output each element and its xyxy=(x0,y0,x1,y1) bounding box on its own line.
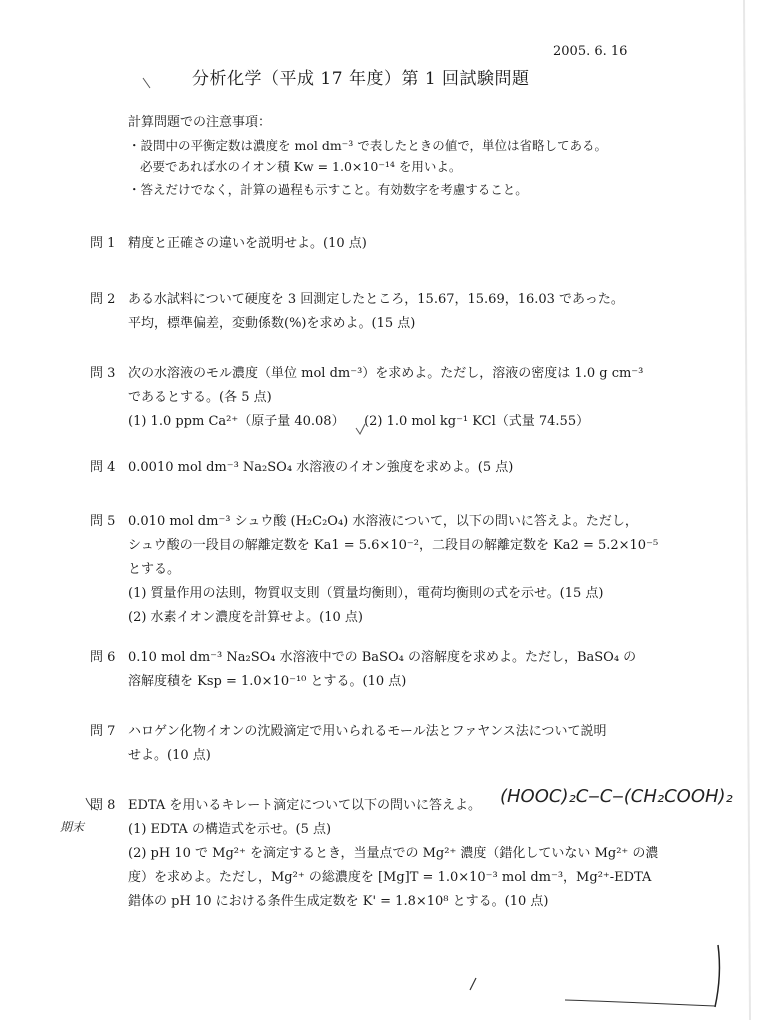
question-line: 0.010 mol dm⁻³ シュウ酸 (H₂C₂O₄) 水溶液について，以下の問いに答えよ。ただし， xyxy=(128,514,638,529)
question-line: であるとする。(各 5 点) xyxy=(128,390,272,405)
question-line: (2) 水素イオン濃度を計算せよ。(10 点) xyxy=(128,610,363,625)
handwritten-margin-note: 期末 xyxy=(60,820,85,834)
exam-title: 分析化学（平成 17 年度）第 1 回試験問題 xyxy=(192,69,530,89)
question-line: 次の水溶液のモル濃度（単位 mol dm⁻³）を求めよ。ただし，溶液の密度は 1.0 g cm⁻³ xyxy=(128,366,644,381)
question-line: EDTA を用いるキレート滴定について以下の問いに答えよ。 xyxy=(128,798,482,813)
question-line: シュウ酸の一段目の解離定数を Ka1 = 5.6×10⁻²，二段目の解離定数を Ka2 = 5.2×10⁻⁵ xyxy=(128,538,659,553)
question-number: 問 8 xyxy=(90,798,116,813)
note-line-3: ・答えだけでなく，計算の過程も示すこと。有効数字を考慮すること。 xyxy=(128,182,528,197)
question-number: 問 3 xyxy=(90,366,116,381)
question-line: 0.0010 mol dm⁻³ Na₂SO₄ 水溶液のイオン強度を求めよ。(5 点) xyxy=(128,460,514,475)
note-line-1: ・設問中の平衡定数は濃度を mol dm⁻³ で表したときの値で，単位は省略してある。 xyxy=(128,138,608,153)
question-line: とする。 xyxy=(128,562,181,577)
question-line: (1) 質量作用の法則，物質収支則（質量均衡則），電荷均衡則の式を示せ。(15 点) xyxy=(128,586,604,601)
question-line: 平均，標準偏差，変動係数(%)を求めよ。(15 点) xyxy=(128,316,416,331)
handwritten-formula: (HOOC)₂C‒C‒(CH₂COOH)₂ xyxy=(500,786,733,807)
question-line: (1) EDTA の構造式を示せ。(5 点) xyxy=(128,822,332,837)
question-line: 精度と正確さの違いを説明せよ。(10 点) xyxy=(128,236,367,251)
question-line: 度）を求めよ。ただし，Mg²⁺ の総濃度を [Mg]T = 1.0×10⁻³ mol dm⁻³，Mg²⁺-EDTA xyxy=(128,870,652,885)
question-line: せよ。(10 点) xyxy=(128,748,211,763)
question-number: 問 5 xyxy=(90,514,116,529)
question-line: 錯体の pH 10 における条件生成定数を K' = 1.8×10⁸ とする。(10 点) xyxy=(128,894,549,909)
question-number: 問 2 xyxy=(90,292,116,307)
question-number: 問 4 xyxy=(90,460,116,475)
question-line: (1) 1.0 ppm Ca²⁺（原子量 40.08） (2) 1.0 mol kg⁻¹ KCl（式量 74.55） xyxy=(128,414,590,429)
question-line: 溶解度積を Ksp = 1.0×10⁻¹⁰ とする。(10 点) xyxy=(128,674,407,689)
question-number: 問 1 xyxy=(90,236,116,251)
notes-heading: 計算問題での注意事項： xyxy=(128,115,272,130)
question-line: (2) pH 10 で Mg²⁺ を滴定するとき，当量点での Mg²⁺ 濃度（錯化していない Mg²⁺ の濃 xyxy=(128,846,659,861)
question-line: ハロゲン化物イオンの沈殿滴定で用いられるモール法とファヤンス法について説明 xyxy=(128,724,607,739)
note-line-2: 必要であれば水のイオン積 Kw = 1.0×10⁻¹⁴ を用いよ。 xyxy=(140,159,462,174)
exam-date: 2005. 6. 16 xyxy=(553,44,628,59)
question-number: 問 6 xyxy=(90,650,116,665)
question-line: 0.10 mol dm⁻³ Na₂SO₄ 水溶液中での BaSO₄ の溶解度を求めよ。ただし，BaSO₄ の xyxy=(128,650,637,665)
question-line: ある水試料について硬度を 3 回測定したところ，15.67，15.69，16.03 であった。 xyxy=(128,292,624,307)
question-number: 問 7 xyxy=(90,724,116,739)
